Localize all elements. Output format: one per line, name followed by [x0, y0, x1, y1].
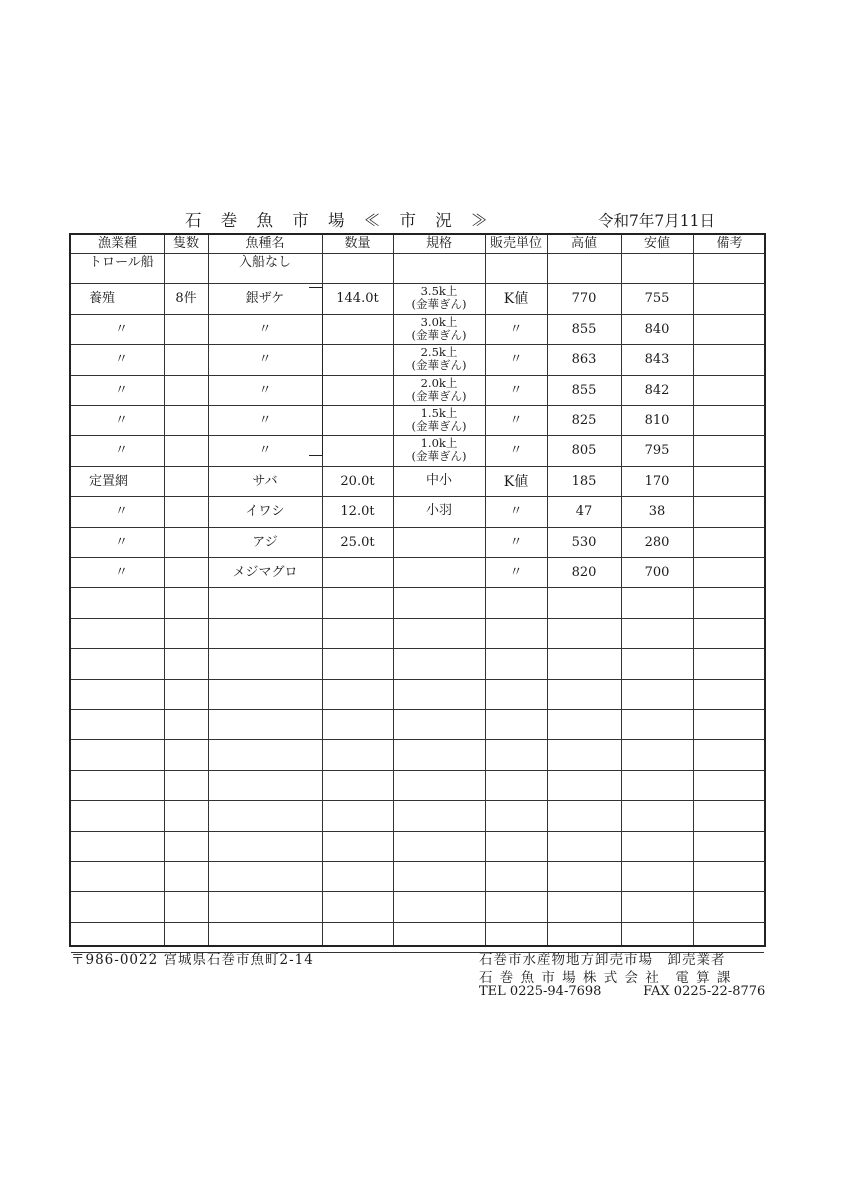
- cell-count: [164, 344, 208, 374]
- cell-kind: 定置網: [89, 473, 129, 489]
- footer-org-line2: 石 巻 魚 市 場 株 式 会 社 電 算 課: [479, 970, 732, 986]
- spec-brand: (金華ぎん): [411, 297, 467, 312]
- cell-count: [164, 405, 208, 435]
- cell-count: [164, 527, 208, 557]
- spec-cell: [393, 253, 485, 283]
- cell-qty: [322, 344, 393, 374]
- cell-kind: 〃: [115, 504, 129, 520]
- cell-kind: 〃: [115, 382, 129, 398]
- cell-qty: 12.0t: [340, 504, 375, 520]
- cell-unit: 〃: [509, 443, 523, 459]
- spec-cell: [393, 496, 485, 526]
- footer-address: 〒986-0022 宮城県石巻市魚町2-14: [71, 952, 314, 968]
- spec-brand: (金華ぎん): [411, 449, 467, 464]
- cell-fish: 入船なし: [238, 255, 291, 270]
- cell-note: [693, 527, 766, 557]
- cell-count: [164, 557, 208, 587]
- cell-count: [164, 466, 208, 496]
- cell-high: 855: [571, 382, 597, 398]
- cell-kind: 〃: [115, 413, 129, 428]
- row-divider: [71, 800, 764, 801]
- cell-low: [621, 253, 693, 283]
- cell-unit: K値: [503, 291, 529, 308]
- cell-note: [693, 344, 766, 374]
- cell-fish: サバ: [252, 473, 278, 489]
- cell-high: 47: [575, 504, 593, 520]
- cell-low: 755: [644, 291, 670, 307]
- column-header: 販売単位: [489, 236, 542, 251]
- cell-fish: 〃: [258, 413, 272, 428]
- spec-size: 1.5k上: [420, 406, 458, 420]
- spec-size: 2.0k上: [420, 375, 458, 390]
- spec-cell: [393, 405, 485, 435]
- cell-low: 170: [644, 473, 670, 489]
- cell-note: [693, 253, 766, 283]
- spec-cell: [393, 557, 485, 587]
- cell-count: [164, 496, 208, 526]
- spec-brand: (金華ぎん): [411, 327, 467, 342]
- row-divider: [71, 648, 764, 649]
- cell-high: 185: [571, 473, 597, 489]
- spec-size: 中小: [425, 472, 452, 488]
- cell-count: [164, 253, 208, 283]
- column-header: 高値: [570, 236, 597, 251]
- row-divider: [71, 618, 764, 619]
- cell-fish: 〃: [258, 352, 272, 368]
- cell-low: 700: [644, 565, 670, 580]
- spec-size: 1.0k上: [420, 436, 458, 451]
- cell-high: 805: [571, 443, 597, 459]
- cell-low: 810: [644, 413, 670, 428]
- cell-note: [693, 557, 766, 587]
- cell-high: [547, 253, 621, 283]
- footer-tel: TEL 0225-94-7698: [479, 984, 602, 999]
- column-header: 隻数: [172, 236, 199, 251]
- cell-unit: 〃: [509, 504, 523, 520]
- cell-kind: 養殖: [89, 291, 116, 307]
- cell-low: 843: [644, 352, 670, 368]
- cell-qty: [322, 405, 393, 435]
- cell-note: [693, 405, 766, 435]
- cell-qty: 144.0t: [336, 291, 379, 307]
- cell-high: 855: [571, 321, 597, 337]
- cell-note: [693, 283, 766, 313]
- cell-note: [693, 435, 766, 465]
- footer-org-line1: 石巻市水産物地方卸売市場 卸売業者: [479, 952, 726, 968]
- cell-fish: イワシ: [245, 504, 285, 520]
- column-header: 規格: [425, 236, 452, 251]
- cell-qty: [322, 253, 393, 283]
- cell-unit: 〃: [509, 321, 523, 337]
- cell-high: 825: [571, 413, 597, 428]
- cell-low: 842: [644, 382, 670, 398]
- spec-brand: (金華ぎん): [411, 358, 467, 373]
- cell-unit: [485, 253, 547, 283]
- row-divider: [71, 739, 764, 740]
- cell-low: 38: [648, 504, 666, 520]
- cell-note: [693, 496, 766, 526]
- cell-note: [693, 375, 766, 405]
- cell-count: 8件: [175, 291, 197, 307]
- cell-kind: 〃: [115, 443, 129, 459]
- cell-qty: 25.0t: [340, 534, 375, 550]
- spec-cell: [393, 375, 485, 405]
- page-title: 石 巻 魚 市 場 ≪ 市 況 ≫: [185, 211, 495, 230]
- spec-size: 小羽: [425, 503, 452, 519]
- spec-cell: [393, 283, 485, 313]
- cell-fish: 〃: [258, 443, 272, 459]
- cell-fish: アジ: [252, 534, 278, 550]
- cell-qty: 20.0t: [340, 473, 375, 489]
- column-header: 安値: [643, 236, 670, 251]
- cell-unit: 〃: [509, 565, 523, 580]
- spec-brand: (金華ぎん): [411, 388, 467, 403]
- cell-kind: 〃: [115, 565, 129, 580]
- cell-unit: 〃: [509, 534, 523, 550]
- spec-cell: [393, 466, 485, 496]
- cell-note: [693, 466, 766, 496]
- spec-size: 3.5k上: [420, 284, 458, 299]
- row-divider: [71, 709, 764, 710]
- cell-fish: メジマグロ: [232, 565, 298, 580]
- cell-unit: K値: [503, 473, 529, 490]
- cell-low: 795: [644, 443, 670, 459]
- column-header: 魚種名: [245, 236, 285, 251]
- cell-low: 280: [644, 534, 670, 550]
- spec-cell: [393, 435, 485, 465]
- cell-note: [693, 314, 766, 344]
- row-divider: [71, 861, 764, 862]
- cell-high: 770: [571, 291, 597, 307]
- cell-count: [164, 375, 208, 405]
- cell-count: [164, 314, 208, 344]
- spec-cell: [393, 314, 485, 344]
- row-divider: [71, 891, 764, 892]
- report-date: 令和7年7月11日: [598, 212, 715, 230]
- cell-kind: 〃: [115, 321, 129, 337]
- cell-qty: [322, 435, 393, 465]
- cell-fish: 〃: [258, 382, 272, 398]
- column-header: 漁業種: [97, 236, 137, 251]
- cell-low: 840: [644, 321, 670, 337]
- market-table: [69, 233, 766, 947]
- row-divider: [71, 770, 764, 771]
- spec-cell: [393, 344, 485, 374]
- cell-qty: [322, 375, 393, 405]
- spec-cell: [393, 527, 485, 557]
- footer-fax: FAX 0225-22-8776: [643, 984, 766, 999]
- spec-size: 2.5k上: [420, 345, 458, 360]
- cell-high: 863: [571, 352, 597, 368]
- spec-brand: (金華ぎん): [411, 419, 467, 433]
- cell-unit: 〃: [509, 382, 523, 398]
- cell-unit: 〃: [509, 413, 523, 428]
- group-bracket: [309, 287, 323, 456]
- column-header: 数量: [344, 236, 371, 251]
- cell-qty: [322, 314, 393, 344]
- row-divider: [71, 831, 764, 832]
- cell-count: [164, 435, 208, 465]
- row-divider: [71, 587, 764, 588]
- cell-unit: 〃: [509, 352, 523, 368]
- spec-size: 3.0k上: [420, 314, 458, 329]
- cell-fish: 銀ザケ: [245, 291, 285, 307]
- footer-contact: [479, 984, 765, 999]
- cell-kind: トロール船: [89, 255, 154, 270]
- cell-kind: 〃: [115, 534, 129, 550]
- cell-fish: 〃: [258, 321, 272, 337]
- cell-qty: [322, 557, 393, 587]
- row-divider: [71, 679, 764, 680]
- row-divider: [71, 922, 764, 923]
- column-header: 備考: [716, 236, 743, 251]
- cell-kind: 〃: [115, 352, 129, 368]
- cell-high: 820: [571, 565, 597, 580]
- cell-high: 530: [571, 534, 597, 550]
